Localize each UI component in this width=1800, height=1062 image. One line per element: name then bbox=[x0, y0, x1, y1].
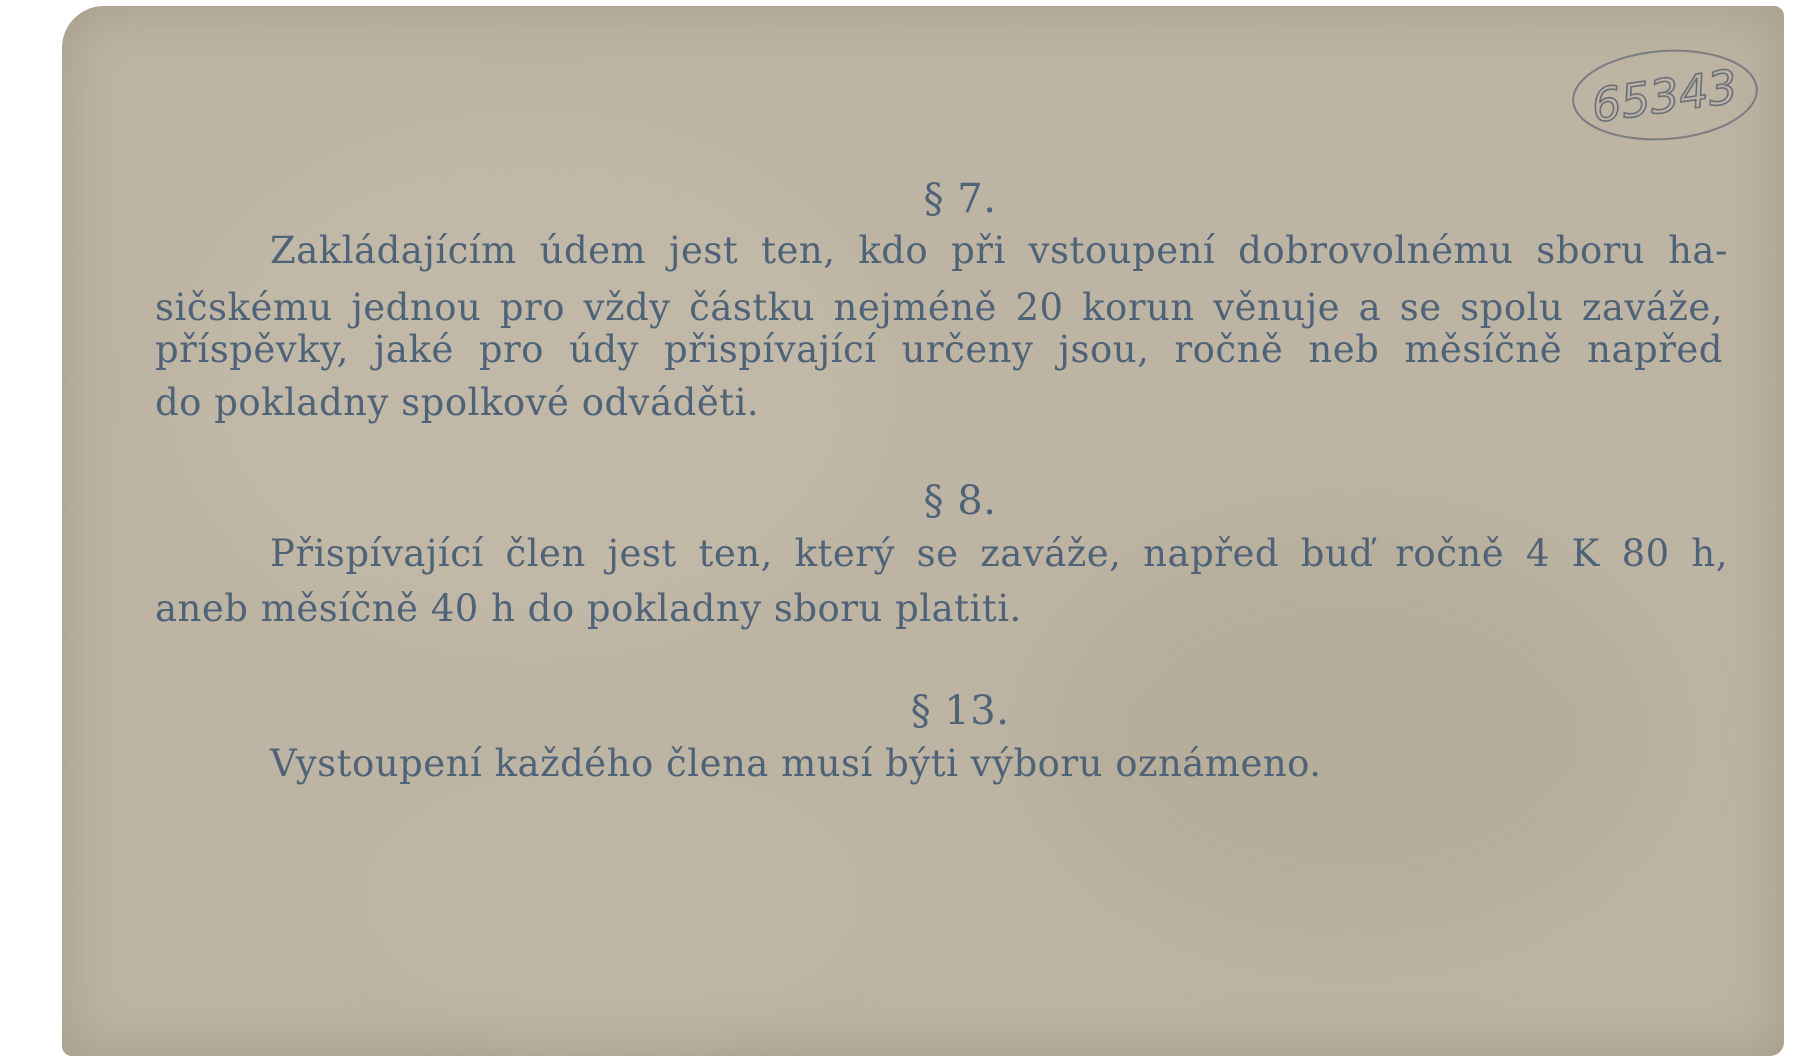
section-7-line-1: Zakládajícím údem jest ten, kdo při vstoupení dobrovolnému sboru ha- bbox=[270, 229, 1728, 272]
section-13-line-1: Vystoupení každého člena musí býti výboru oznámeno. bbox=[270, 742, 1322, 785]
section-8-heading: § 8. bbox=[923, 478, 997, 524]
section-7-line-3: příspěvky, jaké pro údy přispívající určeny jsou, ročně neb měsíčně napřed bbox=[155, 328, 1723, 371]
paper-stain bbox=[362, 766, 862, 1026]
section-7-line-4: do pokladny spolkové odváděti. bbox=[155, 381, 760, 424]
card-paper bbox=[62, 6, 1784, 1056]
archive-number-pencil-mark bbox=[1565, 40, 1765, 150]
archive-number-text: 65343 bbox=[1588, 59, 1741, 133]
section-8-line-2: aneb měsíčně 40 h do pokladny sboru platiti. bbox=[155, 587, 1022, 630]
section-13-heading: § 13. bbox=[910, 688, 1010, 734]
section-8-line-1: Přispívající člen jest ten, který se zaváže, napřed buď ročně 4 K 80 h, bbox=[270, 532, 1728, 575]
section-7-heading: § 7. bbox=[923, 176, 997, 222]
section-7-line-2: sičskému jednou pro vždy částku nejméně 20 korun věnuje a se spolu zaváže, bbox=[155, 286, 1723, 329]
paper-stain bbox=[1042, 526, 1662, 946]
